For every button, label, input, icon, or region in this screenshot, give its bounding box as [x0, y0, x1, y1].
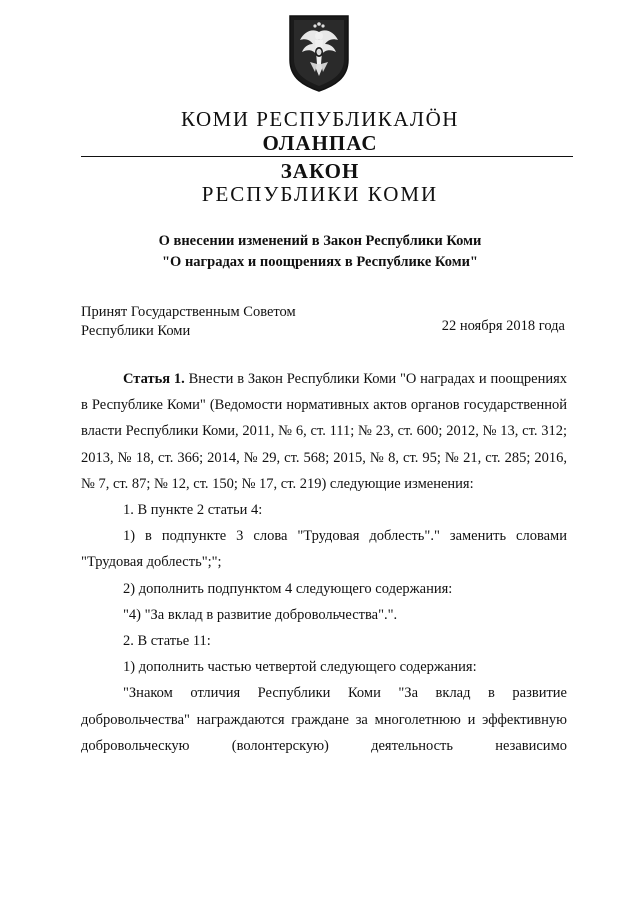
article-item: "4) "За вклад в развитие добровольчества".".: [123, 606, 398, 623]
article-1-paragraph: [81, 366, 567, 497]
article-item: 2. В статье 11:: [123, 633, 211, 650]
adoption-date: 22 ноября 2018 года: [441, 318, 565, 334]
article-1-text: Внести в Закон Республики Коми "О наградах и поощрениях в Республике Коми" (Ведомости нормативных актов органов государственной власти Республики Коми, 2011, № 6, ст. 111; № 23, ст. 600; 2012, № 13, ст. 312; 2013, № 18, ст. 366; 2014, № 29, ст. 568; 2015, № 8, ст. 95; № 21, ст. 285; 2016, № 7, ст. 87; № 12, ст. 150; № 17, ст. 219) следующие изменения:: [81, 371, 568, 492]
law-title-line-1: О внесении изменений в Закон Республики Коми: [158, 233, 482, 249]
article-body: [81, 366, 567, 759]
article-item: 1) в подпункте 3 слова "Трудовая доблесть"." заменить словами "Трудовая доблесть";";: [81, 528, 567, 571]
article-item: 2) дополнить подпунктом 4 следующего содержания:: [123, 580, 453, 597]
adopted-by-line-2: Республики Коми: [81, 323, 191, 339]
adopted-by: [81, 303, 296, 341]
article-item: "Знаком отличия Республики Коми "За вклад в развитие добровольчества" награждаются граждане за многолетнюю и эффективную добровольческую (волонтерскую) деятельность независимо: [81, 685, 567, 754]
article-1-label: Статья 1.: [123, 371, 185, 387]
adopted-by-line-1: Принят Государственным Советом: [81, 304, 296, 320]
article-item: 1. В пункте 2 статьи 4:: [123, 502, 263, 519]
article-item: 1) дополнить частью четвертой следующего содержания:: [123, 659, 477, 676]
law-title: [0, 231, 640, 273]
header-divider: [81, 156, 573, 157]
header-zakon: ЗАКОН: [280, 159, 360, 183]
header-republic-komi: РЕСПУБЛИКИ КОМИ: [201, 182, 439, 206]
komi-coat-of-arms-emblem: [288, 14, 350, 92]
header-olanpas: ОЛАНПАС: [262, 131, 378, 155]
law-title-line-2: "О наградах и поощрениях в Республике Коми": [162, 254, 478, 270]
header-komi-republic: КОМИ РЕСПУБЛИКАЛӦН: [181, 107, 459, 131]
